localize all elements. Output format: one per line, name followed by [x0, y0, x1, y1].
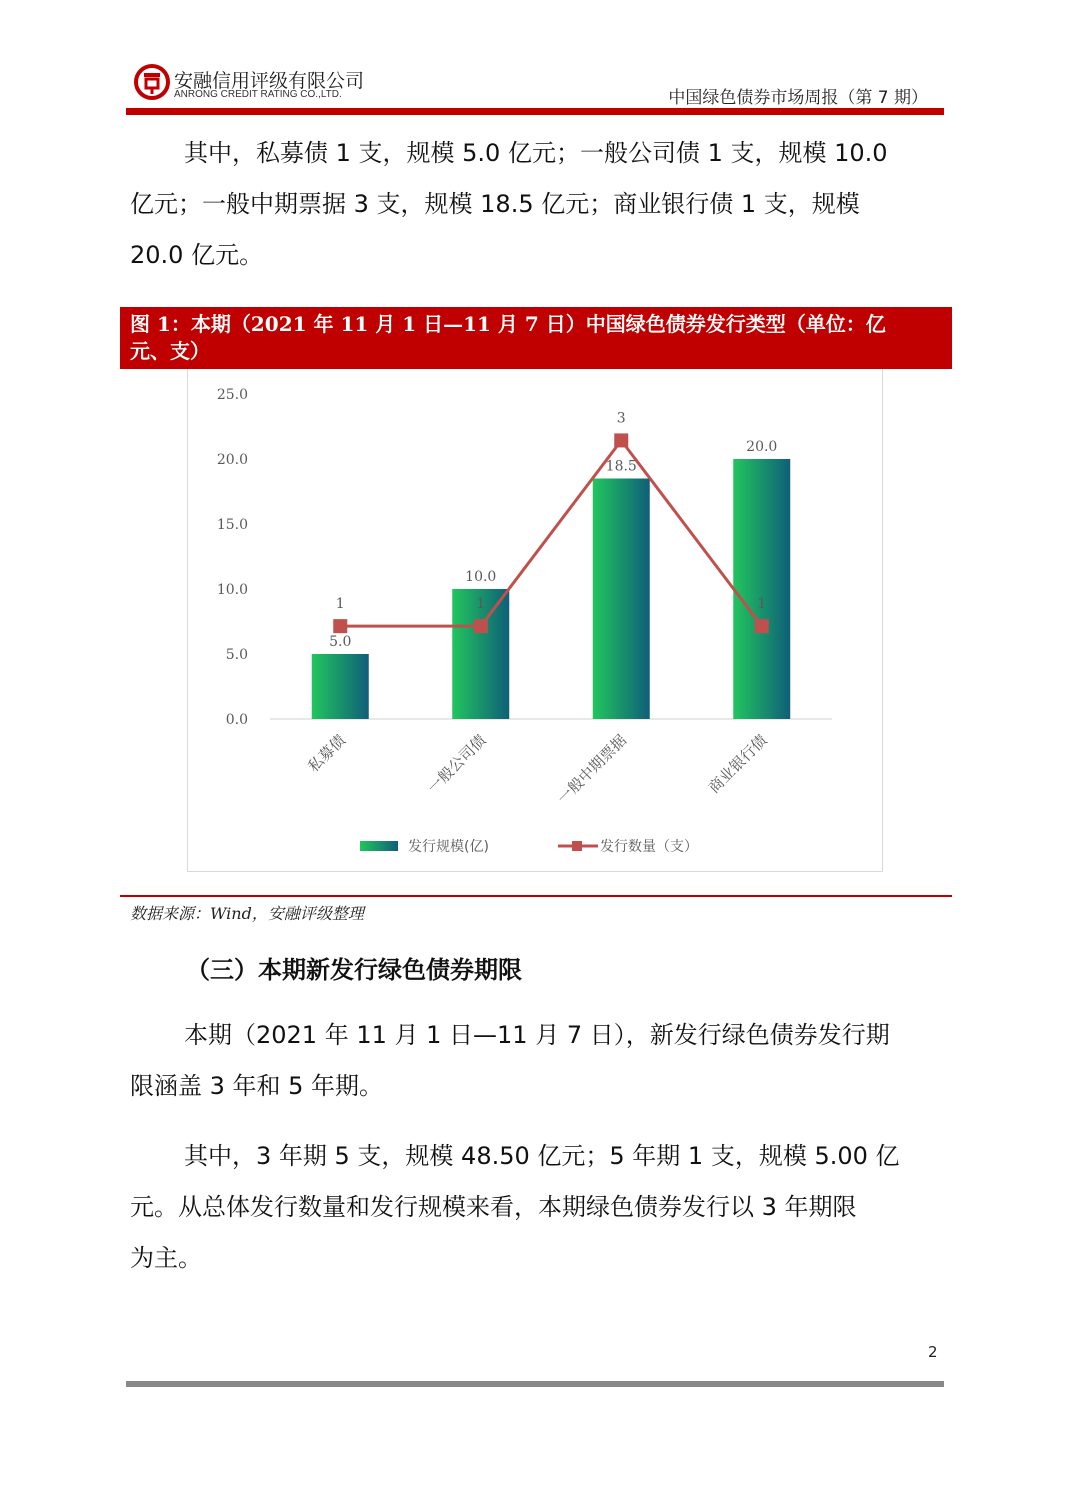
paragraph-maturity-range [130, 1010, 930, 1112]
page-header [126, 58, 944, 118]
company-name-cn: 安融信用评级有限公司 [174, 70, 365, 92]
figure-caption-line: 图 1：本期（2021 年 11 月 1 日—11 月 7 日）中国绿色债券发行类型（单位：亿 [130, 312, 886, 336]
report-title: 中国绿色债券市场周报（第 7 期） [668, 88, 928, 108]
bar-value-label: 18.5 [605, 458, 637, 475]
paragraph-maturity-detail [130, 1131, 930, 1284]
line-value-label: 1 [476, 596, 486, 613]
company-logo-icon [134, 64, 170, 100]
bar-value-label: 20.0 [746, 439, 778, 455]
line-point-marker [333, 619, 347, 633]
figure-caption-banner [120, 307, 952, 369]
line-value-label: 1 [757, 596, 767, 613]
x-category-label: 私募债 [304, 731, 350, 776]
y-tick-label: 0.0 [225, 712, 248, 728]
page-number: 2 [928, 1343, 938, 1361]
paragraph-line: 20.0 亿元。 [130, 241, 264, 269]
legend-swatch-bars [360, 841, 398, 851]
legend-swatch-marker [572, 841, 582, 851]
bar-issuance-scale [593, 479, 650, 720]
paragraph-line: 本期（2021 年 11 月 1 日—11 月 7 日），新发行绿色债券发行期 [184, 1021, 890, 1049]
figure-caption-line: 元、支） [130, 339, 210, 363]
line-point-marker [474, 619, 488, 633]
line-issuance-count [340, 440, 762, 626]
paragraph-issuance-types [130, 128, 930, 281]
header-divider [126, 108, 944, 115]
figure-caption [130, 311, 930, 365]
paragraph-line: 其中，3 年期 5 支，规模 48.50 亿元；5 年期 1 支，规模 5.00 亿 [184, 1142, 900, 1170]
x-category-label: 一般中期票据 [553, 731, 631, 808]
paragraph-line: 亿元；一般中期票据 3 支，规模 18.5 亿元；商业银行债 1 支，规模 [130, 190, 860, 218]
figure-source: 数据来源：Wind，安融评级整理 [130, 904, 364, 923]
source-divider [120, 895, 952, 897]
chart-container [187, 369, 883, 872]
y-tick-label: 5.0 [225, 647, 248, 663]
footer-divider [126, 1381, 944, 1387]
paragraph-line: 限涵盖 3 年和 5 年期。 [130, 1072, 384, 1100]
paragraph-line: 元。从总体发行数量和发行规模来看，本期绿色债券发行以 3 年期限 [130, 1193, 857, 1221]
legend-label-bars: 发行规模(亿) [408, 839, 489, 855]
line-point-marker [614, 433, 628, 447]
bar-value-label: 10.0 [465, 569, 497, 585]
company-name-en: ANRONG CREDIT RATING CO.,LTD. [174, 89, 342, 100]
y-tick-label: 10.0 [216, 582, 248, 598]
bar-issuance-scale [733, 459, 790, 719]
paragraph-line: 为主。 [130, 1244, 202, 1272]
line-value-label: 3 [616, 410, 626, 427]
paragraph-line: 其中，私募债 1 支，规模 5.0 亿元；一般公司债 1 支，规模 10.0 [184, 139, 888, 167]
line-value-label: 1 [335, 596, 345, 613]
y-tick-label: 15.0 [216, 517, 248, 533]
bar-value-label: 5.0 [329, 634, 352, 650]
line-point-marker [755, 619, 769, 633]
section-heading: （三）本期新发行绿色债券期限 [186, 956, 522, 984]
x-category-label: 商业银行债 [704, 731, 771, 797]
legend-label-line: 发行数量（支） [600, 839, 698, 855]
bar-issuance-scale [312, 654, 369, 719]
y-tick-label: 25.0 [216, 387, 248, 403]
y-tick-label: 20.0 [216, 452, 248, 468]
issuance-type-chart [188, 369, 882, 871]
x-category-label: 一般公司债 [423, 731, 490, 797]
